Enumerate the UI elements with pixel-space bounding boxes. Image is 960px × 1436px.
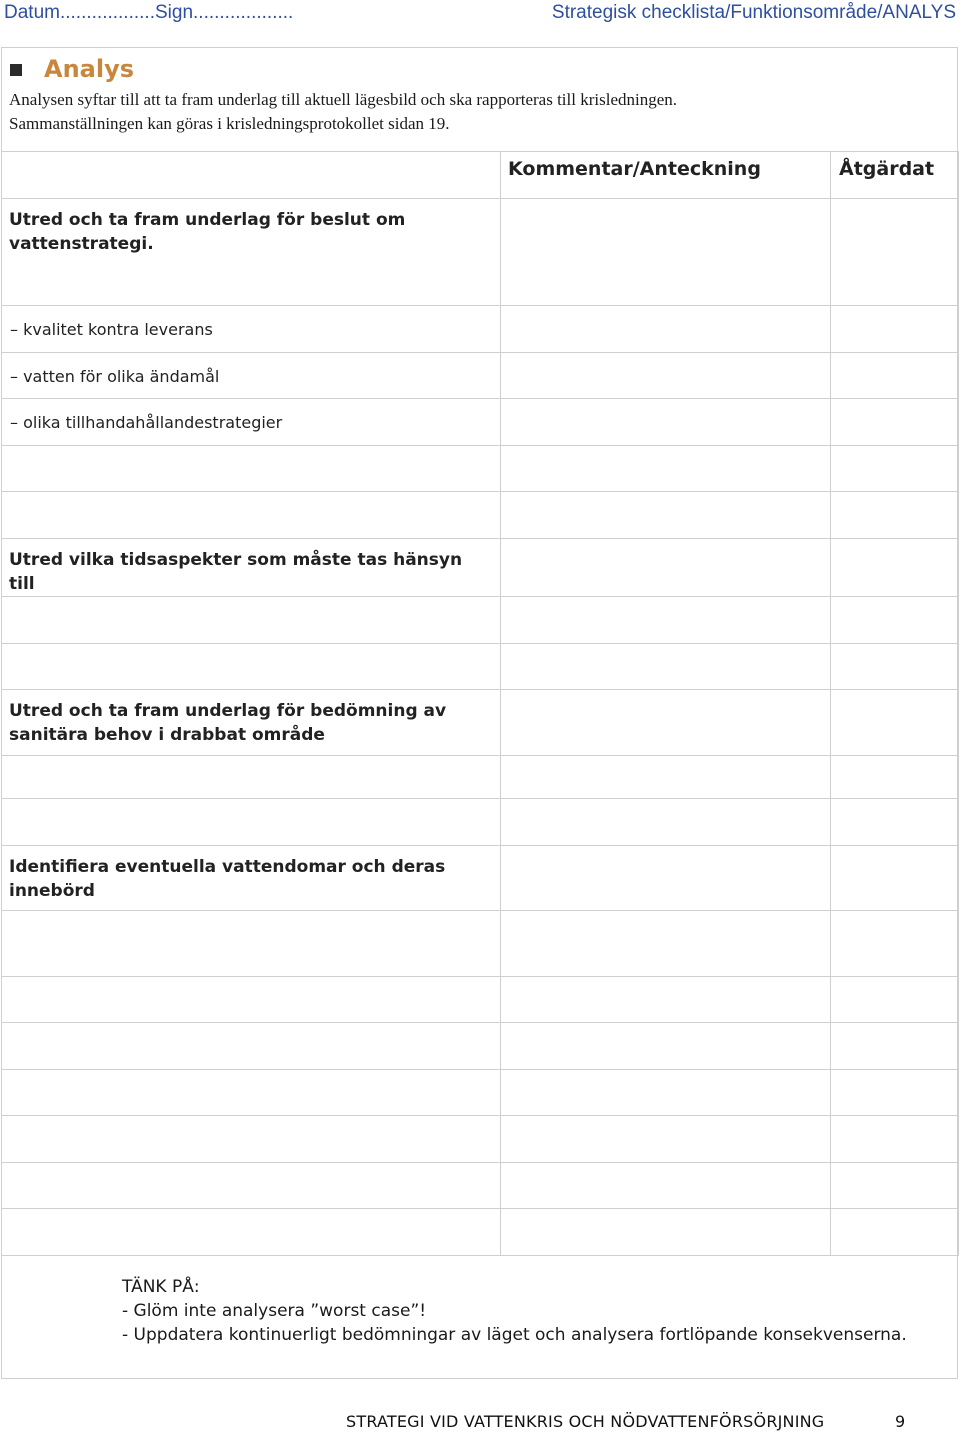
task-cell [2,597,501,644]
note-heading: TÄNK PÅ: [122,1277,200,1297]
table-row [2,799,959,846]
table-row [2,597,959,644]
column-header-done: Åtgärdat [831,152,959,199]
done-cell[interactable] [831,492,959,539]
note-line-2: - Uppdatera kontinuerligt bedömningar av läget och analysera fortlöpande konsekvenserna. [122,1325,907,1345]
task-cell [2,446,501,492]
comment-cell[interactable] [501,446,831,492]
comment-cell[interactable] [501,1023,831,1070]
task-cell [2,644,501,690]
table-row [2,690,959,756]
comment-cell[interactable] [501,353,831,399]
done-cell[interactable] [831,756,959,799]
done-cell[interactable] [831,690,959,756]
table-row [2,306,959,353]
column-header-comment: Kommentar/Anteckning [501,152,831,199]
date-sign-line: Datum..................Sign................... [4,2,294,23]
table-row [2,492,959,539]
table-row [2,644,959,690]
section-intro [9,88,909,136]
comment-cell[interactable] [501,199,831,306]
table-row [2,911,959,977]
comment-cell[interactable] [501,1116,831,1163]
intro-line-1: Analysen syftar till att ta fram underlag till aktuell lägesbild och ska rapporteras till krisledningen. [9,90,678,109]
table-row [2,353,959,399]
task-cell: Utred vilka tidsaspekter som måste tas hänsyn till [2,539,501,597]
task-cell: – olika tillhandahållandestrategier [2,399,501,446]
done-cell[interactable] [831,1023,959,1070]
think-about-note [122,1275,907,1347]
table-row [2,539,959,597]
table-row [2,846,959,911]
running-header: Strategisk checklista/Funktionsområde/ANALYS [551,2,956,23]
done-cell[interactable] [831,644,959,690]
comment-cell[interactable] [501,977,831,1023]
comment-cell[interactable] [501,597,831,644]
page-number: 9 [895,1412,906,1431]
comment-cell[interactable] [501,799,831,846]
done-cell[interactable] [831,353,959,399]
comment-cell[interactable] [501,306,831,353]
done-cell[interactable] [831,306,959,353]
done-cell[interactable] [831,399,959,446]
task-cell: Utred och ta fram underlag för bedömning av sanitära behov i drabbat område [2,690,501,756]
done-cell[interactable] [831,1116,959,1163]
table-row [2,1070,959,1116]
comment-cell[interactable] [501,1163,831,1209]
table-row [2,1209,959,1256]
task-cell: – vatten för olika ändamål [2,353,501,399]
footer-title: STRATEGI VID VATTENKRIS OCH NÖDVATTENFÖRSÖRJNING [346,1412,825,1431]
table-row [2,199,959,306]
table-row [2,756,959,799]
comment-cell[interactable] [501,492,831,539]
table-row [2,399,959,446]
table-row [2,1116,959,1163]
done-cell[interactable] [831,911,959,977]
comment-cell[interactable] [501,846,831,911]
column-header-task [2,152,501,199]
task-cell [2,756,501,799]
task-cell [2,492,501,539]
done-cell[interactable] [831,539,959,597]
comment-cell[interactable] [501,644,831,690]
done-cell[interactable] [831,446,959,492]
section-title: Analys [44,55,135,83]
comment-cell[interactable] [501,690,831,756]
checklist-table [1,151,959,1256]
note-line-1: - Glöm inte analysera ”worst case”! [122,1301,427,1321]
section-heading [10,55,134,83]
table-row [2,446,959,492]
table-row [2,977,959,1023]
table-row [2,1023,959,1070]
comment-cell[interactable] [501,1070,831,1116]
task-cell: Utred och ta fram underlag för beslut om vattenstrategi. [2,199,501,306]
done-cell[interactable] [831,1070,959,1116]
comment-cell[interactable] [501,1209,831,1256]
comment-cell[interactable] [501,911,831,977]
task-cell [2,1163,501,1209]
intro-line-2: Sammanställningen kan göras i krisledningsprotokollet sidan 19. [9,114,450,133]
task-cell: – kvalitet kontra leverans [2,306,501,353]
task-cell [2,1116,501,1163]
done-cell[interactable] [831,799,959,846]
task-cell [2,1209,501,1256]
done-cell[interactable] [831,1209,959,1256]
comment-cell[interactable] [501,399,831,446]
page-header [0,0,960,28]
done-cell[interactable] [831,846,959,911]
done-cell[interactable] [831,597,959,644]
task-cell: Identifiera eventuella vattendomar och deras innebörd [2,846,501,911]
done-cell[interactable] [831,199,959,306]
task-cell [2,977,501,1023]
comment-cell[interactable] [501,539,831,597]
task-cell [2,1070,501,1116]
comment-cell[interactable] [501,756,831,799]
task-cell [2,799,501,846]
square-bullet-icon [10,64,22,76]
task-cell [2,1023,501,1070]
table-header-row [2,152,959,199]
done-cell[interactable] [831,1163,959,1209]
done-cell[interactable] [831,977,959,1023]
table-row [2,1163,959,1209]
task-cell [2,911,501,977]
